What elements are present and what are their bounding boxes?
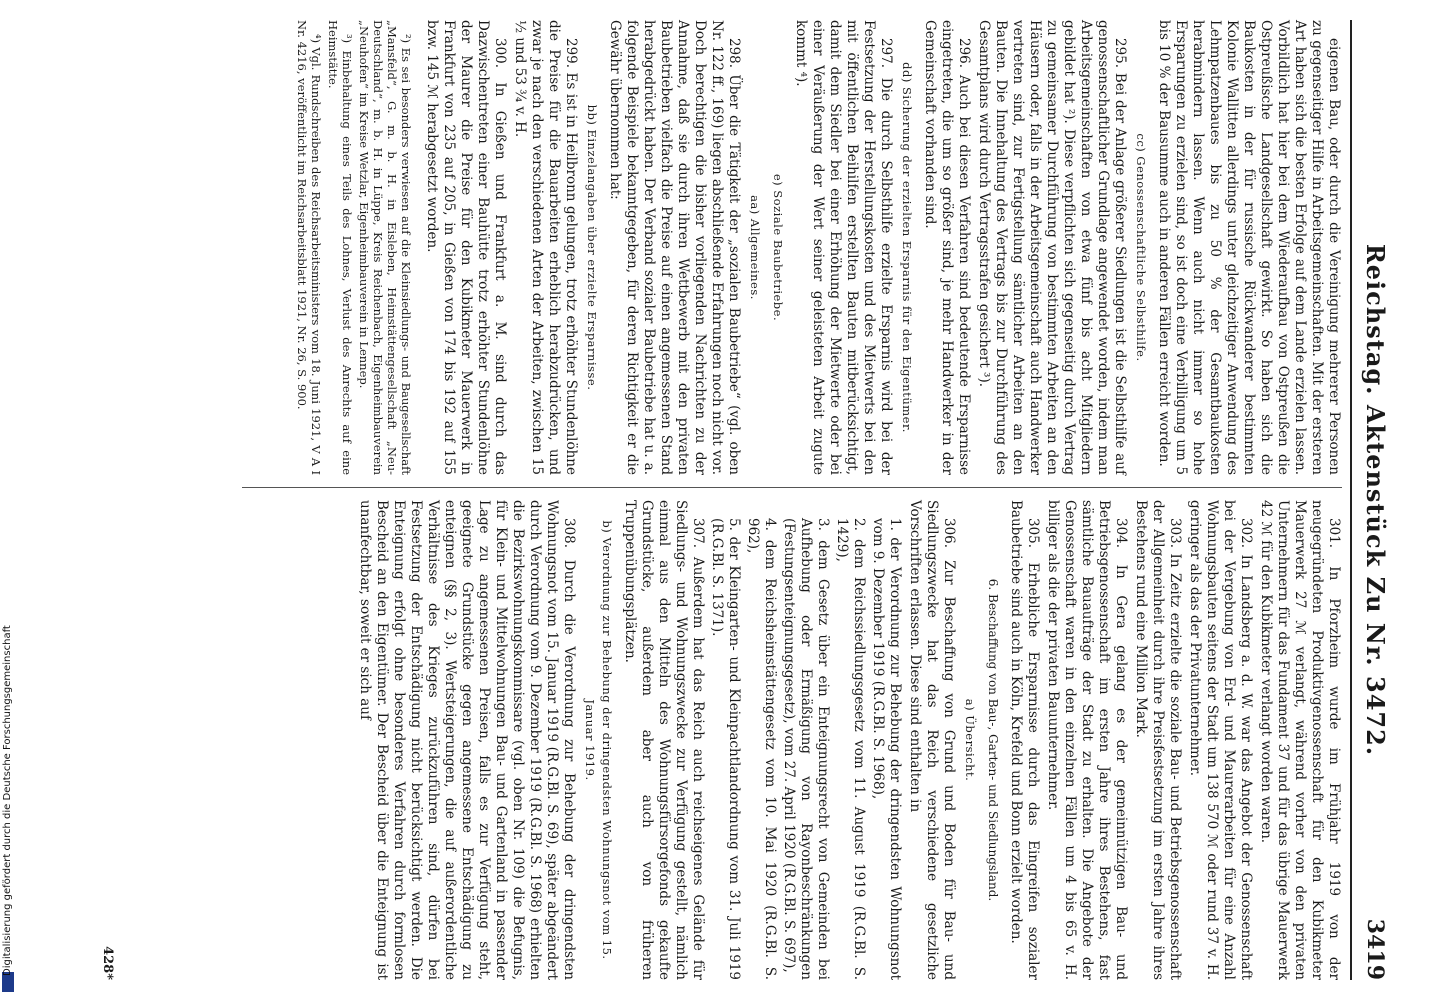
left-para: 300. In Gießen und Frankfurt a. M. sind durch das Dazwischentreten einer Bauhütte trotz erhöhter Stundenlöhne der Maurer die Preise für den Kubikmeter Mauerwerk in Frankfurt von 235 auf 205, in Gießen von 174 bis 192 auf 155 bzw. 145 ℳ herabgesetzt worden. bbox=[424, 20, 508, 475]
right-para: 304. In Gera gelang es der gemeinnützigen Bau- und Betriebsgenossenschaft im ersten Jahre ihres Bestehens, fast sämtliche Bauaufträge der Stadt zu erhalten. Die Angebote der Genossenschaft waren in den einzelnen Fällen um 4 bis 65 v. H. billiger als die der privaten Bauunternehmer. bbox=[1045, 500, 1129, 980]
right-para: 306. Zur Beschaffung von Grund und Boden für Bau- und Siedlungszwecke hat das Reich verschiedene gesetzliche Vorschriften erlassen. Diese sind enthalten in bbox=[907, 500, 957, 980]
right-column bbox=[182, 500, 1342, 980]
right-subtitle: 6. Beschaffung von Bau-, Garten- und Siedlungsland. bbox=[986, 578, 1000, 902]
right-para: 302. In Landsberg a. d. W. war das Angebot der Genossenschaft bei der Vergebung von Erd- und Maurerarbeiten für eine Anzahl Wohnungsbauten seitens der Stadt um 138 570 ℳ oder rund 37 v. H. geringer als das der Privatunternehmer. bbox=[1187, 500, 1254, 980]
right-list: 2. dem Reichssiedlungsgesetz vom 11. August 1919 (R.G.Bl. S. 1429), bbox=[834, 518, 867, 980]
left-para: 296. Auch bei diesen Verfahren sind bedeutende Ersparnisse eingetreten, die um so größer sind, je mehr Handwerker in der Gemeinschaft vorhanden sind. bbox=[922, 20, 972, 475]
left-para: 297. Die durch Selbsthilfe erzielte Ersparnis wird bei der Festsetzung der Herstellungskosten und des Mietwerts bei den mit öffentlichen Beihilfen erstellten Bauten mitberücksichtigt, damit dem Siedler bei einer Erhöhung der Mietwerte oder bei einer Veräußerung der Wert seiner geleisteten Arbeit zugute kommt ⁴). bbox=[793, 20, 894, 475]
left-sub: aa) Allgemeines. bbox=[748, 195, 762, 300]
left-para: 298. Über die Tätigkeit der „sozialen Baubetriebe“ (vgl. oben Nr. 122 ff., 169) liegen abschließende Erfahrungen noch nicht vor. Doch berechtigen die bisher vorliegenden Nachrichten zu der Annahme, daß sie durch ihren Wettbewerb mit den privaten Baubetrieben vielfach die Preise auf einen angemessenen Stand herabgedrückt haben. Der Verband sozialer Baubetriebe hat u. a. folgende Beispiele bekanntgegeben, für deren Richtigkeit er die Gewähr übernommen hat: bbox=[607, 20, 742, 475]
right-para: 307. Außerdem hat das Reich auch reichseigenes Gelände für Siedlungs- und Wohnungszwecke zur Verfügung gestellt, nämlich einmal aus den Mitteln des Wohnungsfürsorgefonds gekaufte Grundstücke, außerdem aber auch von früheren Truppenübungsplätzen. bbox=[622, 500, 706, 980]
credit-text: Digitalisierung gefördert durch die Deutsche Forschungsgemeinschaft bbox=[2, 625, 13, 976]
header-title: Reichstag. Aktenstück Zu Nr. 3472. bbox=[1361, 243, 1390, 757]
right-list: 4. dem Reichsheimstättengesetz vom 10. Mai 1920 (R.G.Bl. S. 962), bbox=[745, 518, 778, 980]
left-para: 299. Es ist in Heilbronn gelungen, trotz erhöhter Stundenlöhne die Preise für die Bauarbeiten erheblich herabzudrücken, und zwar je nach den verschiedenen Arten der Arbeiten, zwischen 15 ½ und 53 ¾ v. H. bbox=[512, 20, 579, 475]
right-para: 301. In Pforzheim wurde im Frühjahr 1919 von der neugegründeten Produktivgenossenschaft für den Kubikmeter Mauerwerk 27 ℳ verlangt, während vorher von den privaten Unternehmern für das Fundament 37 und für das übrige Mauerwerk 42 ℳ für den Kubikmeter verlangt worden waren. bbox=[1258, 500, 1342, 980]
digitization-credit bbox=[0, 0, 16, 1000]
page-number: 3419 bbox=[1362, 918, 1388, 980]
right-para: 303. In Zeitz erzielte die soziale Bau- und Betriebsgenossenschaft der Allgemeinheit durch ihre Preisfestsetzung im ersten Jahre ihres Bestehens rund eine Million Mark. bbox=[1133, 500, 1183, 980]
left-sub: bb) Einzelangaben über erzielte Ersparnisse. bbox=[585, 104, 599, 391]
right-para: 308. Durch die Verordnung zur Behebung der dringendsten Wohnungsnot vom 15. Januar 1919 (R.G.Bl. S. 69), später abgeändert durch Verordnung vom 9. Dezember 1919 (R.G.Bl. S. 1968) erhielten die Bezirkswohnungskommissare (vgl. oben Nr. 109) die Befugnis, für Klein- und Mittelwohnungen Bau- und Gartenland in passender Lage zu angemessenen Preisen, falls es zur Verfügung steht, geeignete Grundstücke gegen angemessene Entschädigung zu enteignen (§§ 2, 3). Wertsteigerungen, die auf außerordentliche Verhältnisse des Krieges zurückzuführen sind, dürfen bei Festsetzung der Entschädigung nicht berücksichtigt werden. Die Enteignung erfolgt ohne besonderes Verfahren durch formlosen Bescheid an den Eigentümer. Der Bescheid über die Enteignung ist unanfechtbar, soweit er sich auf bbox=[357, 500, 577, 980]
right-list: 1. der Verordnung zur Behebung der dringendsten Wohnungsnot vom 9. Dezember 1919 (R.G.Bl. S. 1968), bbox=[870, 518, 903, 980]
left-para: eigenen Bau, oder durch die Vereinigung mehrerer Personen zu gegenseitiger Hilfe in Arbeitsgemeinschaften. Mit der ersteren Art haben sich die besten Erfolge auf dem Lande erzielen lassen. Vorbildlich hat hier bei dem Wiederaufbau von Ostpreußen die Ostpreußische Landgesellschaft gewirkt. So haben sich die Baukosten in der für russische Rückwanderer bestimmten Kolonie Wallitten allerdings unter gleichzeitiger Anwendung des Lehmpatzenbaues bis zu 50 % der Gesamtbaukosten herabmindern lassen. Wenn auch nicht immer so hohe Ersparungen zu erzielen sind, so ist doch eine Verbilligung um 5 bis 10 % der Bausumme auch in anderen Fällen erreicht worden. bbox=[1156, 20, 1342, 475]
footnotes bbox=[295, 20, 413, 475]
left-column bbox=[182, 20, 1342, 475]
right-sub: a) Übersicht. bbox=[963, 698, 977, 782]
page-header bbox=[1350, 20, 1392, 980]
right-list: 3. dem Gesetz über ein Enteignungsrecht von Gemeinden bei Aufhebung oder Ermäßigung von Rayonbeschränkungen (Festungsenteignungsgesetz), vom 27. April 1920 (R.G.Bl. S. 697), bbox=[781, 518, 831, 980]
footnote: ²) Es sei besonders verwiesen auf die Kleinsiedlungs- und Baugesellschaft „Mansfeld“, G. m. b. H. in Eisleben, Heimstättengesellschaft „Neu-Deutschland“, m. b. H. in Lüppe, Kreis Reichenbach, Eigenheimbauverein „Neuhofen“ im Kreise Wetzlar, Eigenheimbauverein in Lennep. bbox=[357, 20, 413, 475]
document-page bbox=[80, 0, 1400, 1000]
footer-sheet-number: 428* bbox=[100, 946, 115, 980]
left-sub: cc) Genossenschaftliche Selbsthilfe. bbox=[1134, 133, 1148, 362]
right-list: 5. der Kleingarten- und Kleinpachtlandordnung vom 31. Juli 1919 (R.G.Bl. S. 1371). bbox=[709, 518, 742, 980]
left-sub: e) Soziale Baubetriebe. bbox=[771, 173, 785, 322]
left-para: 295. Bei der Anlage größerer Siedlungen ist die Selbsthilfe auf genossenschaftlicher Grundlage angewendet worden, indem man Arbeitsgemeinschaften von etwa fünf bis acht Mitgliedern gebildet hat ²). Diese verpflichten sich gegenseitig durch Vertrag zu gemeinsamer Durchführung von bestimmten Arbeiten an den Häusern oder, falls in der Arbeitsgemeinschaft auch Handwerker vertreten sind, zur Fertigstellung sämtlicher Arbeiten an den Bauten. Die Innehaltung des Vertrags bis zur Durchführung des Gesamtplans wird durch Vertragsstrafen gesichert ³). bbox=[976, 20, 1128, 475]
right-para: 305. Erhebliche Ersparnisse durch das Eingreifen sozialer Baubetriebe sind auch in Köln, Krefeld und Bonn erzielt worden. bbox=[1008, 500, 1041, 980]
column-divider bbox=[242, 487, 1342, 488]
right-sub: b) Verordnung zur Behebung der dringendsten Wohnungsnot vom 15. Januar 1919. bbox=[583, 520, 614, 960]
footnote: ⁴) Vgl. Rundschreiben des Reichsarbeitsministers vom 18. Juni 1921, V A I Nr. 4216, veröffentlicht im Reichsarbeitsblatt 1921, Nr. 26, S. 900. bbox=[295, 20, 323, 475]
left-sub: dd) Sicherung der erzielten Ersparnis für den Eigentümer. bbox=[900, 62, 914, 433]
footnote: ³) Einbehaltung eines Teils des Lohnes, Verlust des Anrechts auf eine Heimstätte. bbox=[326, 20, 354, 475]
